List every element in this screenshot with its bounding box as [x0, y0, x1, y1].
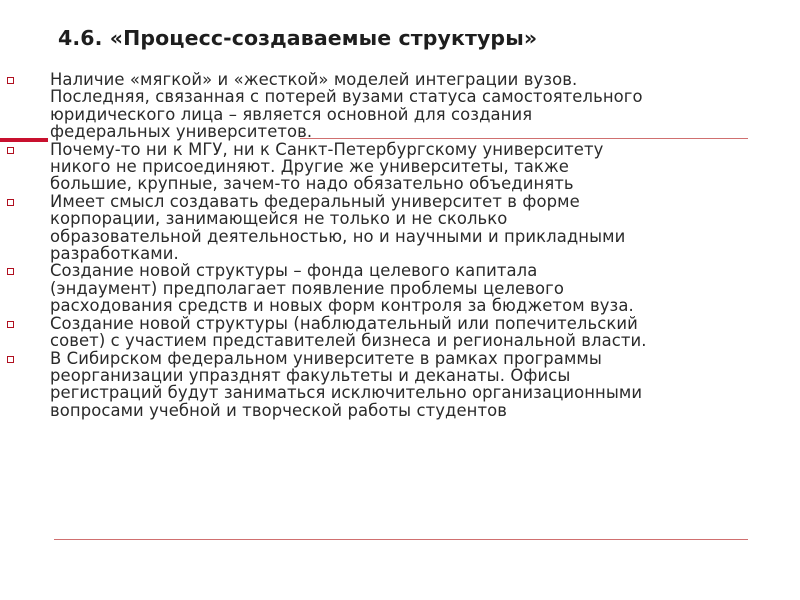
bullet-item	[0, 350, 800, 420]
bullet-text: В Сибирском федеральном университете в рамках программы реорганизации упразднят факультеты и деканаты. Офисы регистраций будут заниматься исключительно организационными вопросами учебной и творческой работы студентов	[50, 348, 643, 420]
bullet-text: Почему-то ни к МГУ, ни к Санкт-Петербургскому университету никого не присоединяют. Другие же университеты, также большие, крупные, зачем-то надо обязательно объединять	[50, 139, 604, 194]
bottom-divider	[54, 539, 748, 540]
square-bullet-icon	[7, 77, 14, 84]
square-bullet-icon	[7, 356, 14, 363]
bullet-item	[0, 71, 800, 141]
square-bullet-icon	[7, 199, 14, 206]
bullet-text: Наличие «мягкой» и «жесткой» моделей интеграции вузов. Последняя, связанная с потерей вузами статуса самостоятельного юридического лица – является основной для создания федеральных университетов.	[50, 70, 643, 142]
bullet-item	[0, 141, 800, 193]
bullet-item	[0, 315, 800, 350]
square-bullet-icon	[7, 321, 14, 328]
square-bullet-icon	[7, 268, 14, 275]
slide-title: 4.6. «Процесс-создаваемые структуры»	[58, 26, 538, 50]
square-bullet-icon	[7, 147, 14, 154]
bullet-text: Создание новой структуры – фонда целевого капитала (эндаумент) предполагает появление проблемы целевого расходования средств и новых форм контроля за бюджетом вуза.	[50, 261, 634, 316]
bullet-item	[0, 193, 800, 263]
bullet-text: Создание новой структуры (наблюдательный или попечительский совет) с участием представителей бизнеса и региональной власти.	[50, 313, 647, 351]
bullet-list	[0, 71, 800, 419]
bullet-item	[0, 262, 800, 314]
bullet-text: Имеет смысл создавать федеральный университет в форме корпорации, занимающейся не только и не сколько образовательной деятельностью, но и научными и прикладными разработками.	[50, 191, 626, 264]
